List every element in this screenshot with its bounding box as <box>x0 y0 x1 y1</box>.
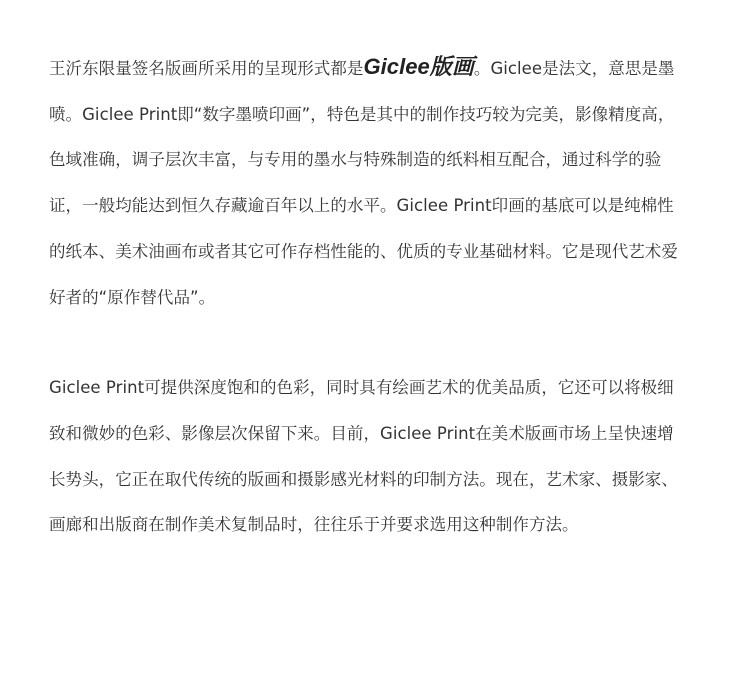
article-body <box>49 44 689 548</box>
paragraph-giclee-definition <box>49 44 689 320</box>
paragraph-body-text: 。Giclee是法文，意思是墨喷。Giclee Print即“数字墨喷印画”，特色是其中的制作技巧较为完美，影像精度高，色域准确，调子层次丰富，与专用的墨水与特殊制造的纸料相互配合，通过科学的验证，一般均能达到恒久存藏逾百年以上的水平。Giclee Print印画的基底可以是纯棉性的纸本、美术油画布或者其它可作存档性能的、优质的专业基础材料。它是现代艺术爱好者的“原作替代品”。 <box>49 59 678 307</box>
paragraph-giclee-advantages: Giclee Print可提供深度饱和的色彩，同时具有绘画艺术的优美品质，它还可以将极细致和微妙的色彩、影像层次保留下来。目前，Giclee Print在美术版画市场上呈快速增长势头，它正在取代传统的版画和摄影感光材料的印制方法。现在，艺术家、摄影家、画廊和出版商在制作美术复制品时，往往乐于并要求选用这种制作方法。 <box>49 378 678 535</box>
giclee-emphasis-text: Giclee版画 <box>363 54 474 79</box>
paragraph-lead-text: 王沂东限量签名版画所采用的呈现形式都是 <box>49 59 364 78</box>
